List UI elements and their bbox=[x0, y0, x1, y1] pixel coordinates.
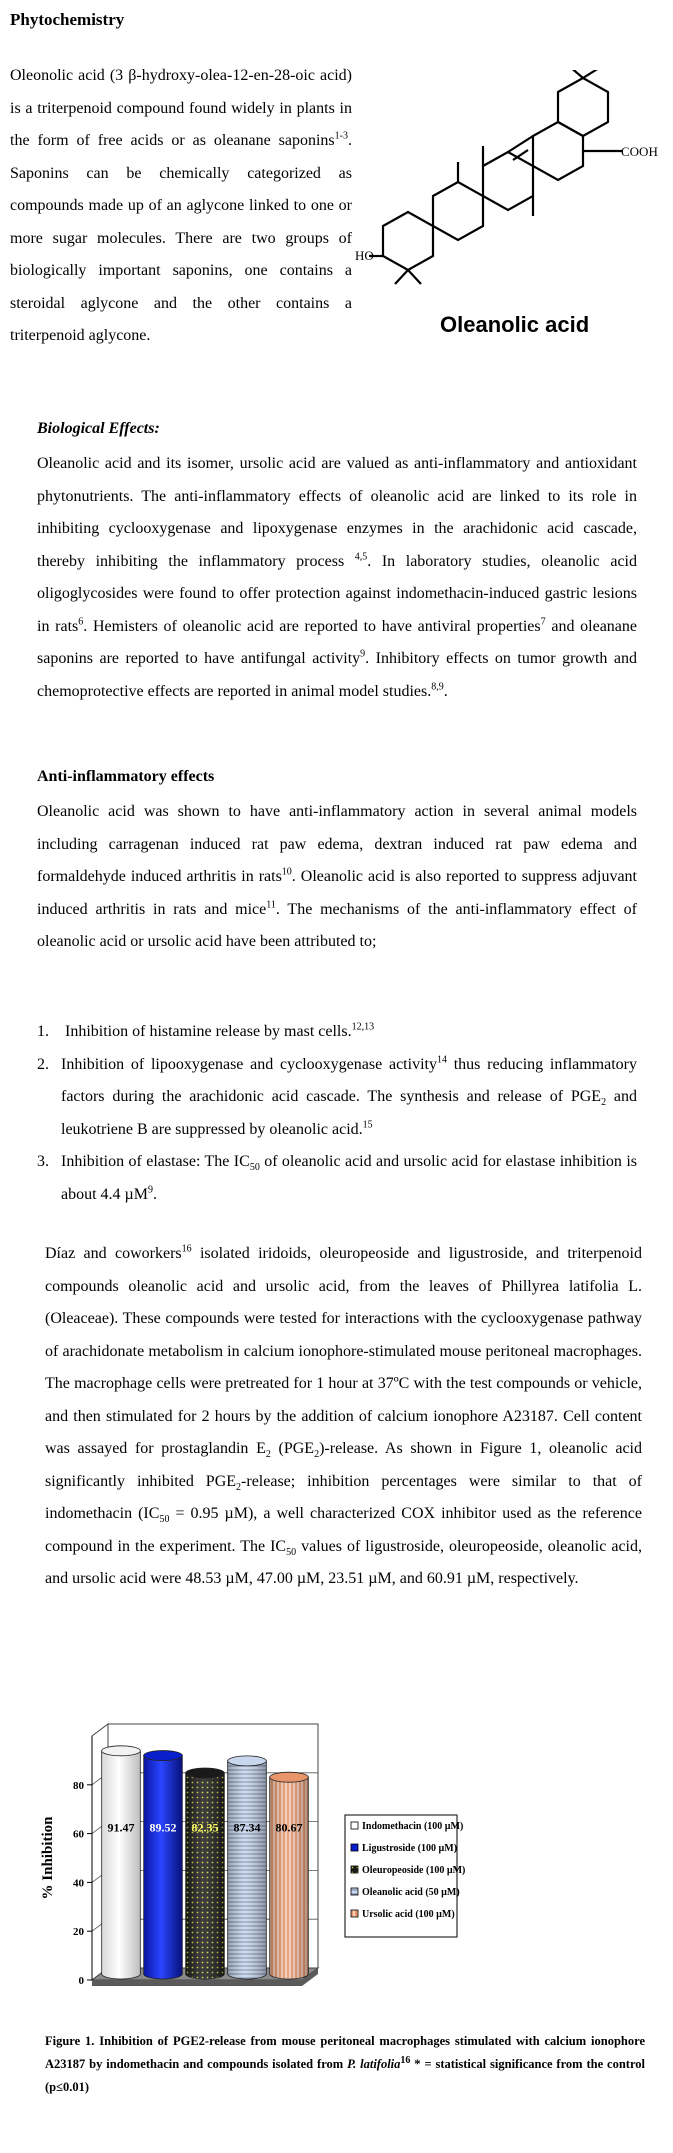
diaz-subscript: 50 bbox=[159, 1514, 170, 1526]
caption-text: Figure 1. Inhibition of PGE2-release from mouse peritoneal macrophages stimulated with calcium ionophore A23187 by indomethacin and compounds isolated from bbox=[45, 2034, 645, 2071]
legend-entry: Indomethacin (100 µM) bbox=[362, 1821, 464, 1832]
bar-top bbox=[102, 1746, 141, 1756]
list-text: Inhibition of histamine release by mast cells. bbox=[65, 1023, 352, 1040]
bar-value-label: 89.52 bbox=[149, 1820, 177, 1835]
structure-ho-label: HO bbox=[355, 248, 374, 263]
legend-swatch bbox=[351, 1910, 358, 1917]
legend-swatch bbox=[351, 1888, 358, 1895]
bar-shade bbox=[270, 1777, 309, 1979]
caption-text: * = statistical significance from the control (p≤0.01) bbox=[45, 2057, 645, 2094]
diaz-subscript: 50 bbox=[286, 1546, 297, 1558]
intro-paragraph bbox=[10, 60, 352, 353]
bio-ref: 7 bbox=[540, 616, 546, 628]
bio-text: . bbox=[443, 682, 448, 700]
bar-value-label: 82.35 bbox=[191, 1820, 219, 1835]
list-item bbox=[37, 1016, 637, 1049]
bar-body bbox=[102, 1751, 141, 1979]
bar bbox=[144, 1751, 183, 1979]
list-item bbox=[37, 1049, 637, 1147]
diaz-text: isolated iridoids, oleuropeoside and ligustroside, and triterpenoid compounds oleanolic acid and ursolic acid, from the leaves of Phillyrea latifolia L. (Oleaceae). These compounds were tested for interactions with the cyclooxygenase pathway of arachidonate metabolism in calcium ionophore-stimulated mouse peritoneal macrophages. The macrophage cells were pretreated for 1 hour at 37ºC with the test compounds or vehicle, and then stimulated for 2 hours by the addition of calcium ionophore A23187. Cell content was assayed for prostaglandin E bbox=[45, 1245, 642, 1457]
anti-ref: 11 bbox=[266, 899, 276, 911]
bar-value-label: 87.34 bbox=[233, 1820, 261, 1835]
diaz-subscript: 2 bbox=[265, 1449, 271, 1461]
bar bbox=[102, 1746, 141, 1979]
inhibition-bar-chart bbox=[40, 1720, 640, 2010]
anti-text: . Oleanolic acid is also reported to suppress adjuvant induced arthritis in rats and mice bbox=[37, 868, 637, 918]
bio-text: . Inhibitory effects on tumor growth and chemoprotective effects are reported in animal model studies. bbox=[37, 650, 637, 700]
diaz-subscript: 2 bbox=[314, 1449, 320, 1461]
diaz-subscript: 2 bbox=[236, 1481, 242, 1493]
legend-entry: Ursolic acid (100 µM) bbox=[362, 1909, 455, 1920]
bio-ref: 8,9 bbox=[431, 681, 444, 693]
anti-inflammatory-paragraph bbox=[37, 796, 637, 959]
anti-text: Oleanolic acid was shown to have anti-inflammatory action in several animal models including carragenan induced rat paw edema, dextran induced rat paw edema and formaldehyde induced arthritis in rats bbox=[37, 803, 637, 885]
bar-value-label: 80.67 bbox=[275, 1820, 303, 1835]
bio-text: Oleanolic acid and its isomer, ursolic acid are valued as anti-inflammatory and antioxidant phytonutrients. The anti-inflammatory effects of oleanolic acid are linked to its role in inhibiting cyclooxygenase and lipoxygenase enzymes in the arachidonic acid cascade, thereby inhibiting the inflammatory process bbox=[37, 455, 637, 570]
y-tick-label: 40 bbox=[73, 1877, 84, 1890]
anti-ref: 10 bbox=[281, 866, 292, 878]
list-ref: 9 bbox=[148, 1184, 153, 1196]
biological-effects-heading: Biological Effects: bbox=[37, 420, 160, 437]
list-item bbox=[37, 1146, 637, 1211]
page-title: Phytochemistry bbox=[10, 10, 125, 29]
list-ref: 15 bbox=[362, 1119, 373, 1131]
bar bbox=[228, 1756, 267, 1979]
intro-text-1: Oleonolic acid (3 β-hydroxy-olea-12-en-28-oic acid) is a triterpenoid compound found widely in plants in the form of free acids or as oleanane saponins bbox=[10, 67, 352, 149]
legend-swatch bbox=[351, 1844, 358, 1851]
bar-body bbox=[144, 1756, 183, 1979]
bar-value-label: 91.47 bbox=[107, 1820, 135, 1835]
list-number: 3. bbox=[37, 1153, 49, 1170]
figure-caption bbox=[45, 2030, 645, 2099]
y-tick-label: 60 bbox=[73, 1828, 84, 1841]
bio-ref: 4,5 bbox=[354, 551, 368, 563]
bio-text: . In laboratory studies, oleanolic acid oligoglycosides were found to offer protection against indomethacin-induced gastric lesions in rats bbox=[37, 552, 637, 635]
intro-text-2: . Saponins can be chemically categorized as compounds made up of an aglycone linked to one or more sugar molecules. There are two groups of biologically important saponins, one contains a steroidal aglycone and the other contains a triterpenoid aglycone. bbox=[10, 132, 352, 344]
caption-species: P. latifolia bbox=[347, 2057, 401, 2071]
list-text: of oleanolic acid and ursolic acid for elastase inhibition is about 4.4 µM bbox=[61, 1153, 638, 1203]
diaz-paragraph bbox=[45, 1238, 642, 1596]
diaz-ref: 16 bbox=[181, 1243, 192, 1255]
y-tick-label: 0 bbox=[78, 1975, 84, 1987]
list-text: Inhibition of lipooxygenase and cyclooxygenase activity bbox=[61, 1055, 437, 1073]
bio-text: . Hemisters of oleanolic acid are reported to have antiviral properties bbox=[83, 617, 541, 635]
list-ref: 12,13 bbox=[351, 1021, 375, 1033]
diaz-text: = 0.95 µM), a well characterized COX inhibitor used as the reference compound in the experiment. The IC bbox=[45, 1505, 642, 1555]
legend-entry: Oleanolic acid (50 µM) bbox=[362, 1887, 460, 1898]
bio-ref: 9 bbox=[360, 648, 366, 660]
bar-top bbox=[270, 1772, 309, 1782]
diaz-text: values of ligustroside, oleuropeoside, oleanolic acid, and ursolic acid were 48.53 µM, 47.00 µM, 23.51 µM, and 60.91 µM, respectively. bbox=[45, 1537, 642, 1587]
list-text: . bbox=[153, 1185, 157, 1203]
legend-swatch bbox=[351, 1866, 358, 1873]
list-number: 2. bbox=[37, 1055, 49, 1073]
biological-effects-paragraph bbox=[37, 448, 637, 708]
mechanism-list bbox=[37, 1016, 637, 1211]
legend-swatch bbox=[351, 1822, 358, 1829]
list-subscript: 50 bbox=[249, 1162, 260, 1174]
list-text: and leukotriene B are suppressed by oleanolic acid. bbox=[61, 1088, 637, 1138]
list-number: 1. bbox=[37, 1023, 49, 1040]
list-subscript: 2 bbox=[601, 1097, 607, 1109]
structure-label: Oleanolic acid bbox=[440, 312, 590, 337]
y-tick-label: 80 bbox=[73, 1779, 84, 1792]
list-text: Inhibition of elastase: The IC bbox=[61, 1153, 250, 1170]
bar-top bbox=[228, 1756, 267, 1766]
oleanolic-acid-structure bbox=[355, 70, 665, 350]
anti-inflammatory-heading: Anti-inflammatory effects bbox=[37, 768, 215, 785]
diaz-text: )-release. As shown in Figure 1, oleanolic acid significantly inhibited PGE bbox=[45, 1440, 643, 1490]
diaz-text: -release; inhibition percentages were similar to that of indomethacin (IC bbox=[45, 1472, 643, 1522]
bar bbox=[186, 1768, 225, 1979]
structure-cooh-label: COOH bbox=[621, 144, 658, 159]
y-tick-label: 20 bbox=[73, 1926, 84, 1939]
bio-ref: 6 bbox=[78, 616, 84, 628]
anti-text: . The mechanisms of the anti-inflammatory effect of oleanolic acid or ursolic acid have been attributed to; bbox=[37, 900, 638, 950]
bar-top bbox=[186, 1768, 225, 1778]
diaz-text: (PGE bbox=[270, 1440, 315, 1457]
y-axis-label: % Inhibition bbox=[40, 1816, 56, 1900]
bar-top bbox=[144, 1751, 183, 1761]
legend-entry: Ligustroside (100 µM) bbox=[362, 1843, 458, 1854]
intro-ref-1: 1-3 bbox=[334, 130, 348, 142]
caption-ref: 16 bbox=[400, 2054, 411, 2066]
list-ref: 14 bbox=[436, 1054, 447, 1066]
bio-text: and oleanane saponins are reported to have antifungal activity bbox=[37, 617, 638, 667]
legend-entry: Oleuropeoside (100 µM) bbox=[362, 1865, 466, 1876]
list-text: thus reducing inflammatory factors during the arachidonic acid cascade. The synthesis and release of PGE bbox=[61, 1055, 638, 1105]
bar-shade bbox=[186, 1773, 225, 1979]
bar-shade bbox=[228, 1761, 267, 1979]
bar bbox=[270, 1772, 309, 1979]
diaz-text: Díaz and coworkers bbox=[45, 1245, 182, 1262]
